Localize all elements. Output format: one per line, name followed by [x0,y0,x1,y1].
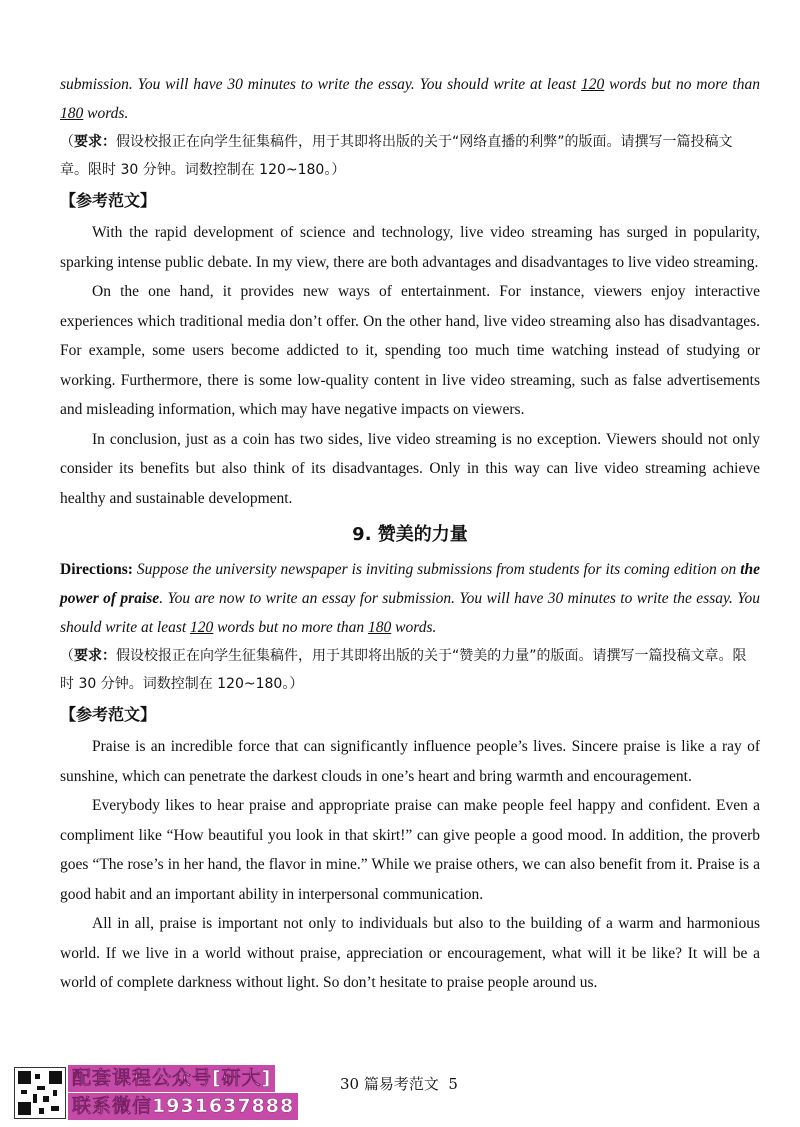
promo-line: 配套课程公众号[研大] [68,1065,275,1092]
essay-paragraph: In conclusion, just as a coin has two sides, live video streaming is no exception. Viewers should not only consider its benefits but also think of its disadvantages. Only in this way can live video streaming achieve healthy and sustainable development. [60,430,760,507]
requirement-text: 假设校报正在向学生征集稿件，用于其即将出版的关于“网络直播的利弊”的版面。请撰写一篇投稿文章。限时 30 分钟。词数控制在 120~180。） [60,134,733,178]
document-page [60,70,760,998]
promo-banner [68,1065,298,1121]
paren: （ [60,648,74,664]
page-label: 30 篇易考范文 [340,1075,439,1093]
requirement-text: 假设校报正在向学生征集稿件，用于其即将出版的关于“赞美的力量”的版面。请撰写一篇投稿文章。限时 30 分钟。词数控制在 120~180。） [60,648,747,692]
essay-paragraph: On the one hand, it provides new ways of entertainment. For instance, viewers enjoy interactive experiences which traditional media don’t offer. On the other hand, live video streaming also has disadvantages. For example, some users become addicted to it, spending too much time watching instead of studying or working. Furthermore, there is some low-quality content in live video streaming, such as false advertisements and misleading information, which may have negative impacts on viewers. [60,283,760,418]
qr-code-icon[interactable] [14,1067,66,1119]
paren: （ [60,134,74,150]
requirement-label: 要求： [74,648,116,664]
word-max: 180 [60,105,84,122]
section-title: 9. 赞美的力量 [352,524,468,545]
directions-text: . You are now to write an essay for submission. You will have 30 minutes to write the essay. You should write at least [60,590,760,636]
prompt-text: words. [83,105,129,122]
essay-paragraph: With the rapid development of science and technology, live video streaming has surged in popularity, sparking intense public debate. In my view, there are both advantages and disadvantages to live video streaming. [60,224,760,271]
word-min: 120 [190,619,214,636]
sample-heading: 【参考范文】 [60,191,157,210]
page-footer [0,1063,800,1127]
directions-text: words. [391,619,437,636]
essay-paragraph: All in all, praise is important not only to individuals but also to the building of a warm and harmonious world. If we live in a world without praise, appreciation or encouragement, what will it be like? It will be a world of complete darkness without light. So don’t hesitate to praise people around us. [60,915,760,991]
promo-line: 联系微信1931637888 [68,1093,298,1120]
essay-topic: the power of praise [60,561,760,607]
page-number-label [340,1073,458,1094]
word-max: 180 [368,619,392,636]
directions-text: words but no more than [213,619,369,636]
essay-paragraph: Everybody likes to hear praise and appropriate praise can make people feel happy and confident. Even a compliment like “How beautiful you look in that skirt!” can give people a good mood. In addition, the proverb goes “The rose’s in her hand, the flavor in mine.” While we praise others, we can also benefit from it. Praise is a good habit and an important ability in interpersonal communication. [60,797,760,903]
prompt-continuation [60,70,760,128]
requirement-note [60,128,760,184]
prompt-text: submission. You will have 30 minutes to write the essay. You should write at least [60,76,582,93]
requirement-label: 要求： [74,134,116,150]
directions-label: Directions: [60,561,133,578]
prompt-text: words but no more than [604,76,760,93]
page-number: 5 [448,1075,458,1093]
directions [60,555,760,642]
sample-heading: 【参考范文】 [60,705,157,724]
essay-paragraph: Praise is an incredible force that can significantly influence people’s lives. Sincere praise is like a ray of sunshine, which can penetrate the darkest clouds in one’s heart and bring warmth and encouragement. [60,738,760,785]
directions-text: Suppose the university newspaper is inviting submissions from students for its coming edition on [132,561,741,578]
requirement-note [60,642,760,698]
word-min: 120 [581,76,605,93]
